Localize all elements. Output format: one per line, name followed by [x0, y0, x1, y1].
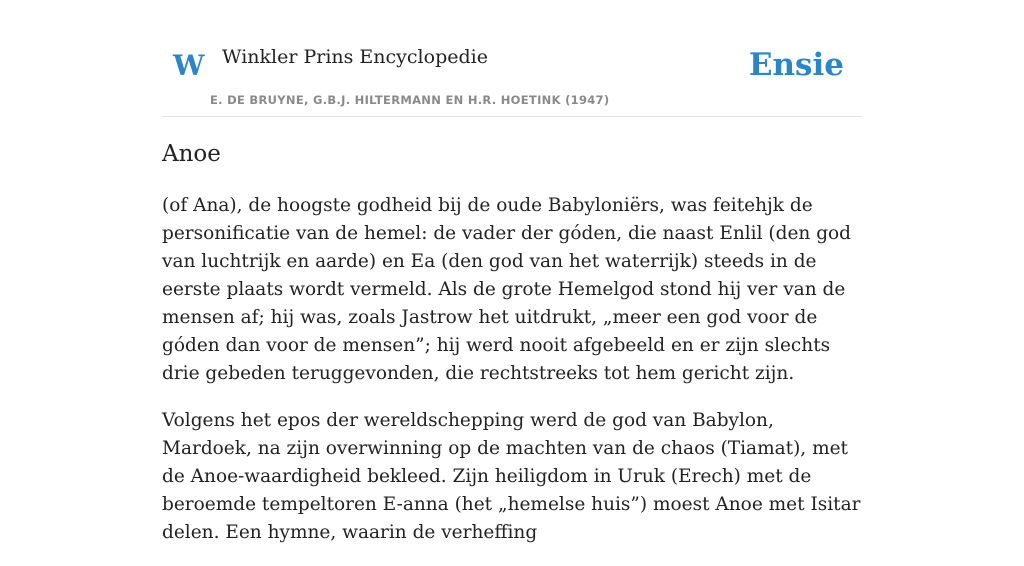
entry-title: Anoe	[162, 141, 221, 167]
entry-paragraph: (of Ana), de hoogste godheid bij de oude Babyloniërs, was feitehjk de personificatie van de hemel: de vader der góden, die naast Enlil (den god van luchtrijk en aarde) en Ea (den god van het waterrijk) steeds in de eerste plaats wordt vermeld. Als de grote Hemelgod stond hij ver van de mensen af; hij was, zoals Jastrow het uitdrukt, „meer een god voor de góden dan voor de mensen”; hij werd nooit afgebeeld en er zijn slechts drie gebeden teruggevonden, die rechtstreeks tot hem gericht zijn.	[162, 195, 852, 384]
entry-body	[162, 192, 862, 566]
work-title[interactable]: Winkler Prins Encyclopedie	[222, 46, 488, 68]
ensie-logo[interactable]: Ensie	[748, 47, 844, 83]
winkler-prins-logo[interactable]: W	[173, 49, 205, 82]
work-authors: E. DE BRUYNE, G.B.J. HILTERMANN EN H.R. HOETINK (1947)	[210, 93, 610, 107]
site-header	[162, 0, 862, 117]
entry-paragraph: Volgens het epos der wereldschepping werd de god van Babylon, Mardoek, na zijn overwinning op de machten van de chaos (Tiamat), met de Anoe-waardigheid bekleed. Zijn heiligdom in Uruk (Erech) met de beroemde tempeltoren E-anna (het „hemelse huis”) moest Anoe met Isitar delen. Een hymne, waarin de verheffing	[162, 410, 861, 543]
